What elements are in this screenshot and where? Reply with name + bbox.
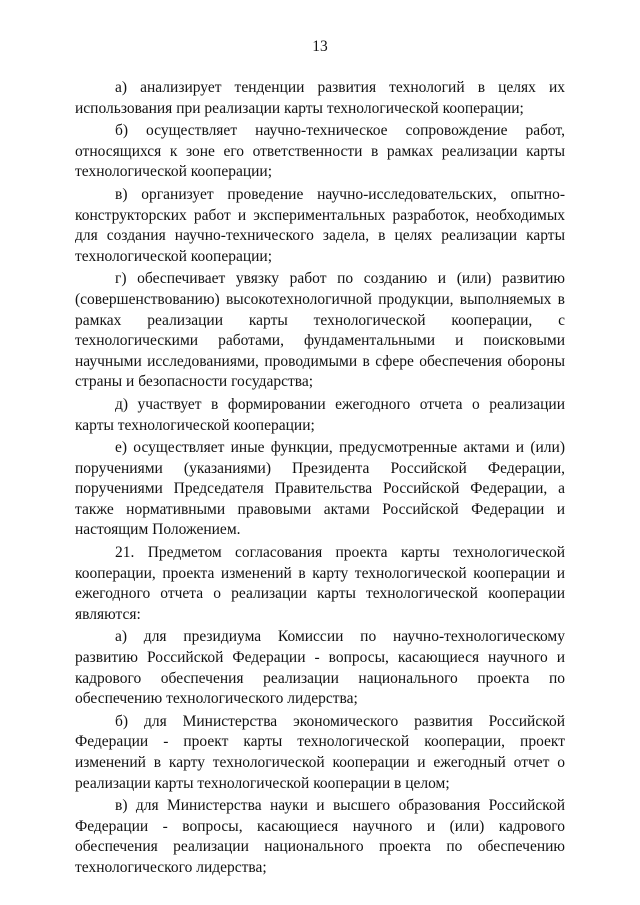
paragraph-21-b: б) для Министерства экономического развития Российской Федерации - проект карты технологической кооперации, проект изменений в карту технологической кооперации и ежегодный отчет о реализации карты технологической кооперации в целом; <box>75 712 565 792</box>
paragraph-section-21: 21. Предметом согласования проекта карты технологической кооперации, проекта изменений в карту технологической кооперации и ежегодного отчета о реализации карты технологической кооперации являются: <box>75 544 565 623</box>
paragraph-item-d: д) участвует в формировании ежегодного отчета о реализации карты технологической кооперации; <box>75 395 565 434</box>
paragraph-21-v: в) для Министерства науки и высшего образования Российской Федерации - вопросы, касающиеся научного и (или) кадрового обеспечения реализации национального проекта по обеспечению технологического лидерства; <box>75 797 565 876</box>
document-body <box>75 78 565 881</box>
page-number: 13 <box>312 38 328 55</box>
paragraph-21-a: а) для президиума Комиссии по научно-технологическому развитию Российской Федерации - вопросы, касающиеся научного и кадрового обеспечения реализации национального проекта по обеспечению технологического лидерства; <box>75 628 565 708</box>
paragraph-item-b: б) осуществляет научно-техническое сопровождение работ, относящихся к зоне его ответственности в рамках реализации карты технологической кооперации; <box>75 122 565 181</box>
paragraph-item-g: г) обеспечивает увязку работ по созданию и (или) развитию (совершенствованию) высокотехнологичной продукции, выполняемых в рамках реализации карты технологической кооперации, с технологическими работами, фундаментальными и поисковыми научными исследованиями, проводимыми в сфере обеспечения обороны страны и безопасности государства; <box>75 270 565 391</box>
paragraph-item-e: е) осуществляет иные функции, предусмотренные актами и (или) поручениями (указаниями) Президента Российской Федерации, поручениями Председателя Правительства Российской Федерации, а также нормативными правовыми актами Российской Федерации и настоящим Положением. <box>75 439 565 539</box>
paragraph-item-v: в) организует проведение научно-исследовательских, опытно-конструкторских работ и экспериментальных разработок, необходимых для создания научно-технического задела, в целях реализации карты технологической кооперации; <box>75 185 565 265</box>
paragraph-item-a: а) анализирует тенденции развития технологий в целях их использования при реализации карты технологической кооперации; <box>75 79 565 117</box>
